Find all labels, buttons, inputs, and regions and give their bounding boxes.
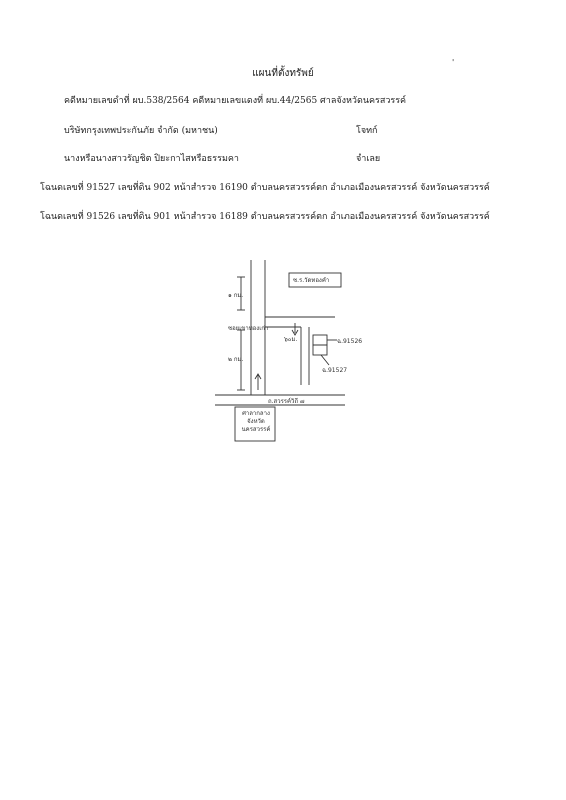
map-plot-a-label: ฉ.91526 [337, 338, 363, 345]
map-plot-b [313, 345, 327, 355]
corner-mark: ' [452, 58, 455, 67]
map-plot-b-label: ฉ.91527 [322, 367, 348, 374]
defendant-name: นางหรือนางสาวรัญชิต ปิยะกาไสหรือธรรมคา [64, 154, 239, 164]
map-top-box-label: ซ.ร.วัดทองคำ [293, 277, 330, 284]
deed-line-2: โฉนดเลขที่ 91526 เลขที่ดิน 901 หน้าสำรวจ 16189 ตำบลนครสวรรค์ตก อำเภอเมืองนครสวรรค์ จังหวัดนครสวรรค์ [40, 212, 490, 222]
map-main-road-label: ถ.สวรรค์วิถี ๗ [268, 398, 305, 405]
location-map [195, 255, 375, 455]
deed-line-1: โฉนดเลขที่ 91527 เลขที่ดิน 902 หน้าสำรวจ 16190 ตำบลนครสวรรค์ตก อำเภอเมืองนครสวรรค์ จังหวัดนครสวรรค์ [40, 183, 490, 193]
case-number-line: คดีหมายเลขดำที่ ผบ.538/2564 คดีหมายเลขแดงที่ ผบ.44/2565 ศาลจังหวัดนครสวรรค์ [64, 96, 407, 106]
map-dist-top-label: ๑ กม. [228, 292, 244, 299]
map-plot-a [313, 335, 327, 345]
map-soi-label: ซอยเขาทองเก่า [228, 325, 269, 332]
page-title: แผนที่ตั้งทรัพย์ [252, 68, 314, 79]
plaintiff-role: โจทก์ [356, 126, 378, 136]
defendant-role: จำเลย [356, 154, 381, 164]
map-bottom-box-label: ศาลากลางจังหวัด นครสวรรค์ [241, 410, 271, 433]
map-road-side-label: ๖๐ม. [284, 336, 298, 343]
map-dist-bottom-label: ๒ กม. [228, 356, 244, 363]
plaintiff-name: บริษัทกรุงเทพประกันภัย จำกัด (มหาชน) [64, 126, 218, 136]
